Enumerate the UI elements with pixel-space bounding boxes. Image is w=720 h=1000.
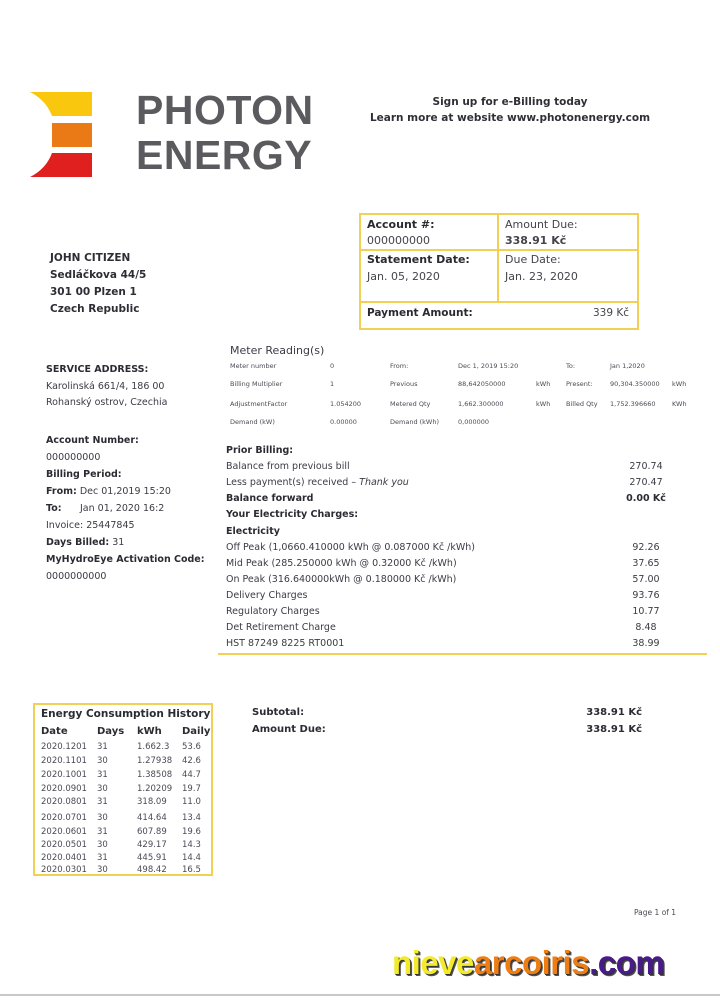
from-value: Dec 01,2019 15:20 [79, 486, 171, 497]
activation-code-value: 0000000000 [46, 571, 107, 582]
invoice-value: 25447845 [86, 520, 135, 531]
due-date-value: Jan. 23, 2020 [505, 270, 578, 283]
from-label: From: [46, 486, 77, 497]
meter-row: Billing Multiplier 1 Previous 88,642050000 kWh Present: 90,304.350000 kWh [230, 380, 687, 388]
to-label: To: [46, 503, 62, 514]
electricity-label: Electricity [226, 526, 280, 537]
service-address-line-2: Rohanský ostrov, Czechia [46, 397, 168, 408]
amount-due-label: Amount Due: [505, 218, 578, 231]
payment-amount-value: 339 Kč [592, 307, 629, 319]
billing-row: Less payment(s) received – Thank you 270.47 [226, 477, 663, 488]
meter-row: Meter number 0 From: Dec 1, 2019 15:20 To: Jan 1,2020 [230, 362, 645, 370]
page-number: Page 1 of 1 [634, 908, 677, 917]
history-title: Energy Consumption History [41, 708, 211, 720]
billing-row: Balance from previous bill 270.74 [226, 461, 663, 472]
logo-text-energy: ENERGY [136, 132, 313, 178]
promo-website-link[interactable]: Learn more at website www.photonenergy.com [369, 112, 651, 124]
service-address-label: SERVICE ADDRESS: [46, 364, 149, 375]
charge-row: HST 87249 8225 RT0001 38.99 [226, 638, 660, 649]
prior-billing-label: Prior Billing: [226, 445, 294, 456]
service-address-line-1: Karolinská 661/4, 186 00 [46, 381, 165, 392]
account-number-value-2: 000000000 [46, 452, 101, 463]
charge-row: Mid Peak (285.250000 kWh @ 0.32000 Kč /kWh) 37.65 [226, 558, 660, 569]
to-value: Jan 01, 2020 16:2 [80, 503, 165, 514]
customer-city: 301 00 Plzen 1 [50, 286, 137, 298]
payment-amount-label: Payment Amount: [367, 307, 473, 319]
account-number-label-2: Account Number: [46, 435, 139, 446]
invoice-label: Invoice: [46, 520, 84, 531]
subtotal-value: 338.91 Kč [586, 707, 642, 718]
charge-row: Det Retirement Charge 8.48 [226, 622, 657, 633]
subtotal-label: Subtotal: [252, 707, 305, 718]
customer-address [50, 250, 146, 318]
charge-row: Off Peak (1,0660.410000 kWh @ 0.087000 Kč /kWh) 92.26 [226, 542, 660, 553]
charge-row: Delivery Charges 93.76 [226, 590, 660, 601]
billing-row-balance-forward: Balance forward 0.00 Kč [226, 493, 666, 504]
bottom-divider [0, 994, 720, 996]
account-info [46, 432, 205, 585]
promo-line-1: Sign up for e-Billing today [432, 96, 588, 108]
logo-text-photon: PHOTON [136, 87, 314, 133]
total-amount-due-value: 338.91 Kč [586, 724, 642, 735]
amount-due-row [252, 724, 642, 742]
meter-readings-title: Meter Reading(s) [230, 344, 325, 357]
ebilling-promo [360, 94, 660, 126]
logo-stripes-icon [30, 90, 130, 178]
customer-name: JOHN CITIZEN [50, 252, 131, 264]
customer-country: Czech Republic [50, 303, 140, 315]
section-divider [218, 653, 707, 655]
days-billed-label: Days Billed: [46, 537, 110, 548]
charges-label: Your Electricity Charges: [226, 509, 359, 520]
billing-period-label: Billing Period: [46, 469, 122, 480]
meter-row: AdjustmentFactor 1.054200 Metered Qty 1,662.300000 kWh Billed Qty 1,752.396660 KWh [230, 400, 687, 408]
account-number-label: Account #: [367, 218, 435, 231]
energy-consumption-history: Energy Consumption History Date Days kWh Daily 2020.1201 31 1.662.3 53.6 2020.1101 30 1.27938 42.6 2020.1001 31 1.38508 44.7 2020.0901 30 1.20209 19.7 2020.0801 31 318.09 11.0 2020.0701 30 414.64 13.4 2020.0601 31 607.89 19.6 2020.0501 30 429.17 14.3 2020.0401 31 445.91 14.4 2020.0301 30 498.42 16.5 [33, 703, 213, 876]
watermark: nievearcoiris.com [392, 944, 665, 981]
charge-row: On Peak (316.640000kWh @ 0.180000 Kč /kWh) 57.00 [226, 574, 660, 585]
statement-date-value: Jan. 05, 2020 [367, 270, 440, 283]
account-number-value: 000000000 [367, 234, 430, 247]
company-logo [30, 87, 314, 178]
total-amount-due-label: Amount Due: [252, 724, 326, 735]
statement-date-label: Statement Date: [367, 253, 470, 266]
amount-due-value: 338.91 Kč [505, 234, 567, 247]
meter-row: Demand (kW) 0.00000 Demand (kWh) 0,000000 [230, 418, 490, 426]
charge-row: Regulatory Charges 10.77 [226, 606, 660, 617]
subtotal-row [252, 707, 642, 725]
due-date-label: Due Date: [505, 253, 561, 266]
days-billed-value: 31 [112, 537, 125, 548]
activation-code-label: MyHydroEye Activation Code: [46, 554, 205, 565]
service-address [46, 361, 167, 411]
account-summary-box [359, 213, 639, 330]
customer-street: Sedláčkova 44/5 [50, 269, 147, 281]
